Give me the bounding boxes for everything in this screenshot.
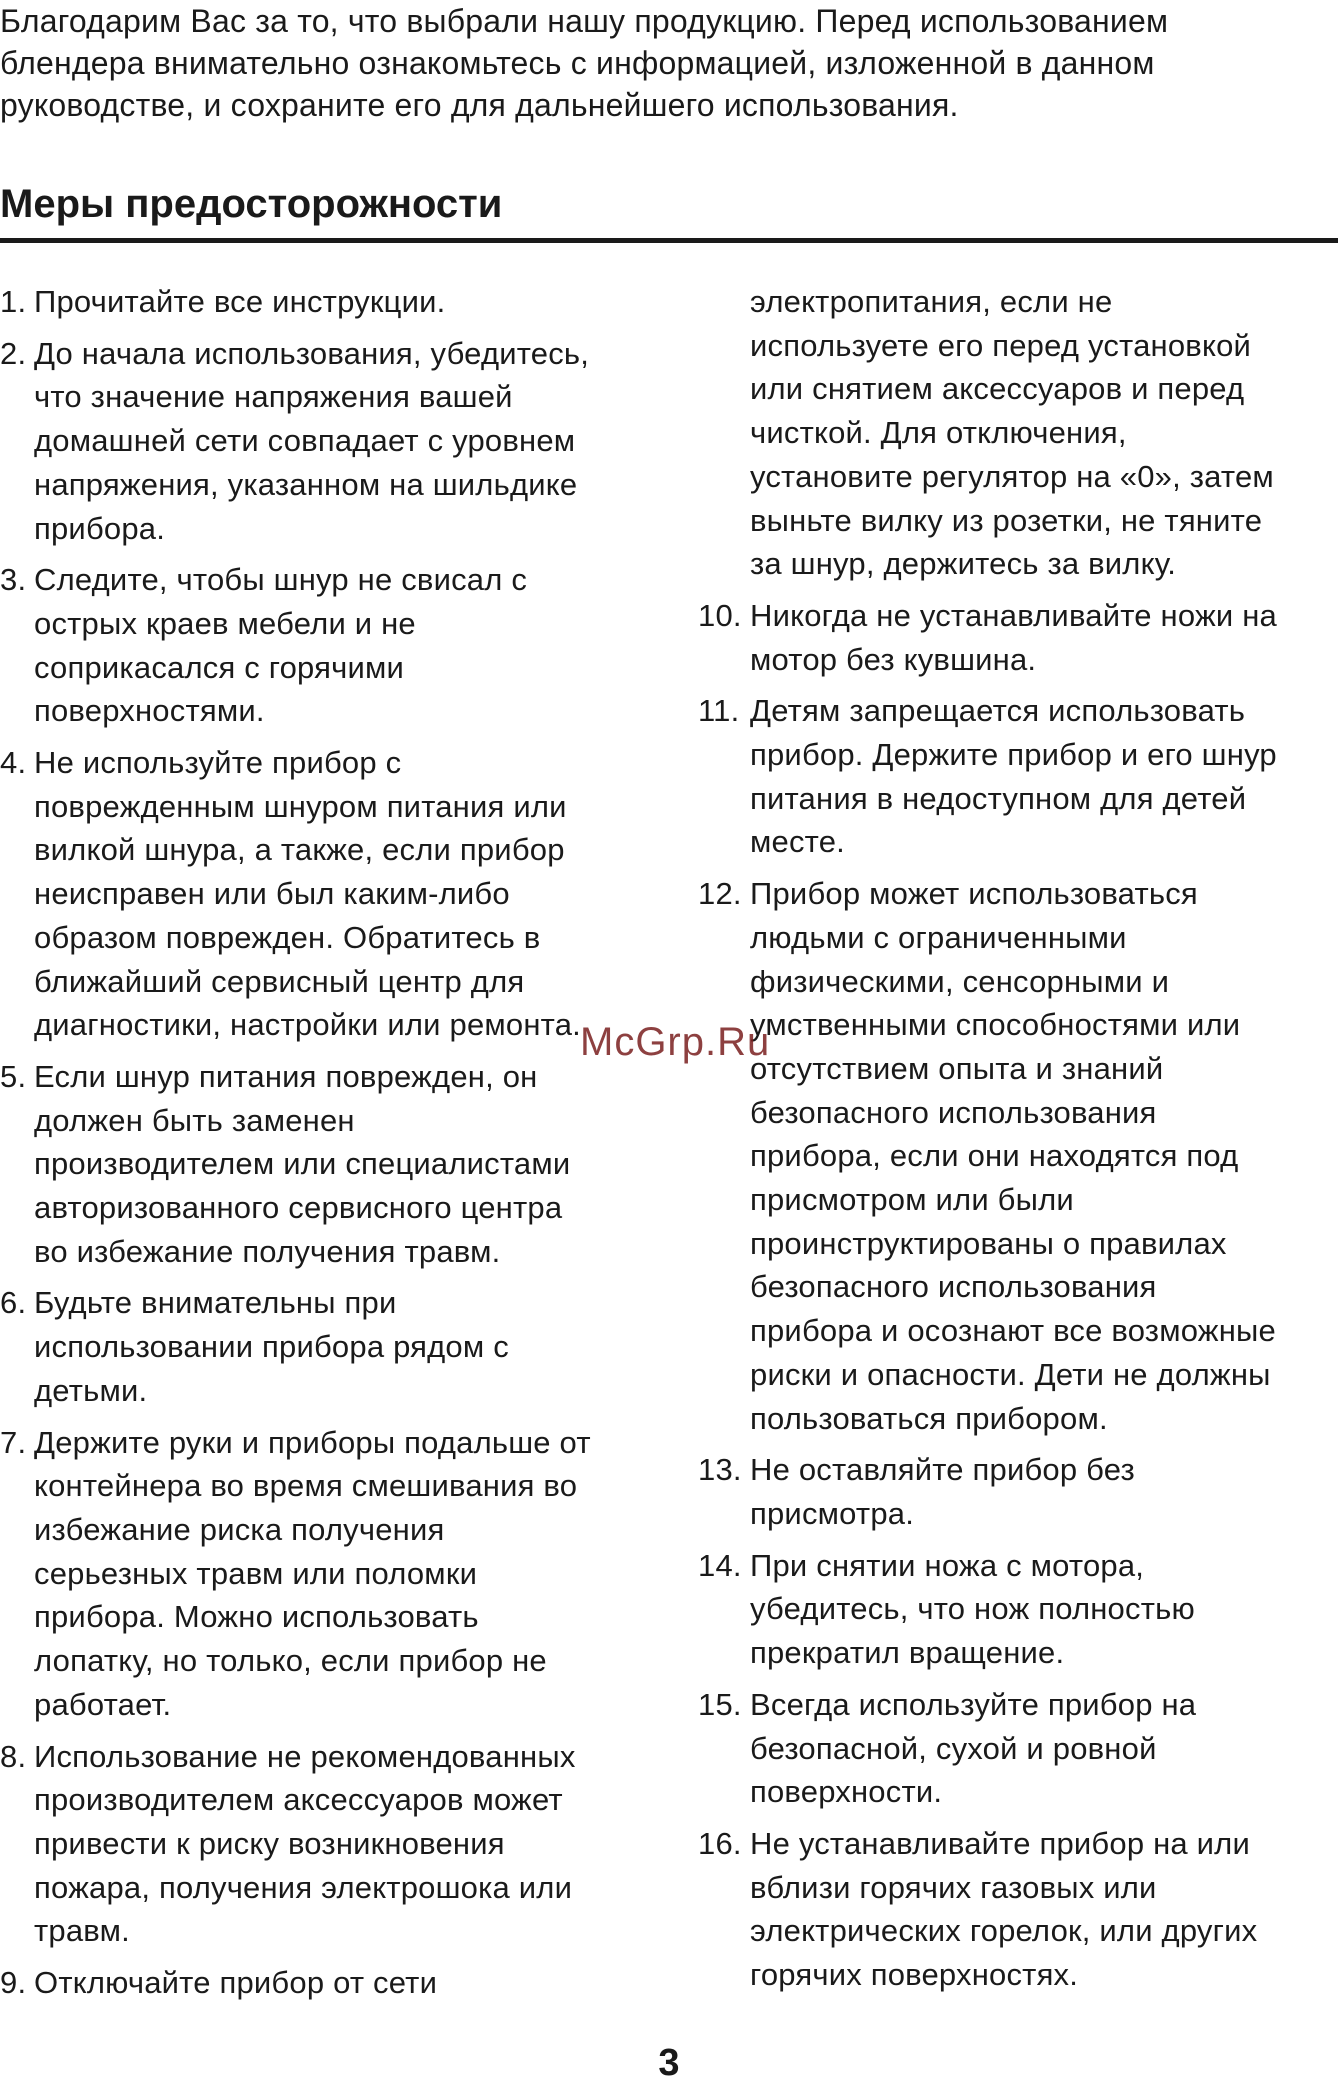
item-number: 13.	[698, 1452, 742, 1488]
list-item	[698, 1544, 1338, 1675]
item-text: При снятии ножа с мотора, убедитесь, что нож полностью прекратил вращение.	[750, 1547, 1195, 1671]
section-title: Меры предосторожности	[0, 182, 503, 226]
list-item	[0, 280, 660, 324]
list-item	[0, 741, 660, 1047]
item-text: Прочитайте все инструкции.	[34, 284, 446, 319]
item-number: 11.	[698, 693, 740, 729]
item-number: 12.	[698, 876, 742, 912]
item-number: 5.	[0, 1058, 27, 1094]
item-number: 8.	[0, 1738, 27, 1774]
item-text: Не оставляйте прибор без присмотра.	[750, 1452, 1135, 1531]
title-divider	[0, 238, 1338, 243]
item-number: 7.	[0, 1424, 27, 1460]
item-text: Прибор может использоваться людьми с ограниченными физическими, сенсорными и умственными способностями или отсутствием опыта и знаний безопасного использования прибора, если они находятся под присмотром или были проинструктированы о правилах безопасного использования прибора и осознают все возможные риски и опасности. Дети не должны пользоваться прибором.	[750, 876, 1276, 1436]
page-number: 3	[658, 2042, 680, 2084]
item-text: До начала использования, убедитесь, что значение напряжения вашей домашней сети совпадает с уровнем напряжения, указанном на шильдике прибора.	[34, 335, 590, 546]
watermark: McGrp.Ru	[580, 1020, 771, 1064]
list-item	[0, 1055, 660, 1274]
list-item	[698, 872, 1338, 1440]
item-number: 9.	[0, 1965, 27, 2001]
item-text: Не используйте прибор с поврежденным шнуром питания или вилкой шнура, а также, если прибор неисправен или был каким-либо образом поврежден. Обратитесь в ближайший сервисный центр для диагностики, настройки или ремонта.	[34, 745, 581, 1043]
list-item	[0, 1735, 660, 1954]
list-item	[698, 594, 1338, 681]
list-item	[0, 1281, 660, 1412]
intro-paragraph: Благодарим Вас за то, что выбрали нашу продукцию. Перед использованием блендера внимательно ознакомьтесь с информацией, изложенной в данном руководстве, и сохраните его для дальнейшего использования.	[0, 3, 1169, 123]
list-item	[0, 558, 660, 733]
item-number: 2.	[0, 335, 27, 371]
list-item	[698, 1448, 1338, 1535]
list-item-continuation	[698, 280, 1338, 586]
item-number: 6.	[0, 1285, 27, 1321]
list-item	[698, 1822, 1338, 1997]
item-number: 4.	[0, 745, 27, 781]
item-text: Держите руки и приборы подальше от контейнера во время смешивания во избежание риска получения серьезных травм или поломки прибора. Можно использовать лопатку, но только, если прибор не работает.	[34, 1424, 591, 1722]
item-number: 16.	[698, 1825, 742, 1861]
item-number: 3.	[0, 562, 27, 598]
item-text: Если шнур питания поврежден, он должен быть заменен производителем или специалистами авторизованного сервисного центра во избежание получения травм.	[34, 1058, 571, 1269]
list-item	[0, 1421, 660, 1727]
item-text: электропитания, если не используете его перед установкой или снятием аксессуаров и перед чисткой. Для отключения, установите регулятор на «0», затем выньте вилку из розетки, не тяните за шнур, держитесь за вилку.	[750, 284, 1274, 582]
list-item	[0, 1961, 660, 2005]
item-number: 10.	[698, 597, 742, 633]
item-text: Не устанавливайте прибор на или вблизи горячих газовых или электрических горелок, или других горячих поверхностях.	[750, 1825, 1258, 1993]
item-text: Никогда не устанавливайте ножи на мотор без кувшина.	[750, 597, 1277, 677]
item-text: Использование не рекомендованных производителем аксессуаров может привести к риску возникновения пожара, получения электрошока или травм.	[34, 1738, 576, 1949]
item-text: Будьте внимательны при использовании прибора рядом с детьми.	[34, 1285, 509, 1408]
item-number: 1.	[0, 284, 27, 319]
list-item	[0, 332, 660, 551]
item-number: 15.	[698, 1686, 742, 1722]
item-number: 14.	[698, 1547, 742, 1583]
left-column	[0, 280, 660, 2013]
list-item	[698, 1683, 1338, 1814]
list-item	[698, 689, 1338, 864]
item-text: Всегда используйте прибор на безопасной, сухой и ровной поверхности.	[750, 1686, 1197, 1810]
item-text: Отключайте прибор от сети	[34, 1965, 438, 2001]
right-column	[698, 280, 1338, 2005]
item-text: Следите, чтобы шнур не свисал с острых краев мебели и не соприкасался с горячими поверхностями.	[34, 562, 528, 729]
item-text: Детям запрещается использовать прибор. Держите прибор и его шнур питания в недоступном для детей месте.	[750, 693, 1277, 860]
